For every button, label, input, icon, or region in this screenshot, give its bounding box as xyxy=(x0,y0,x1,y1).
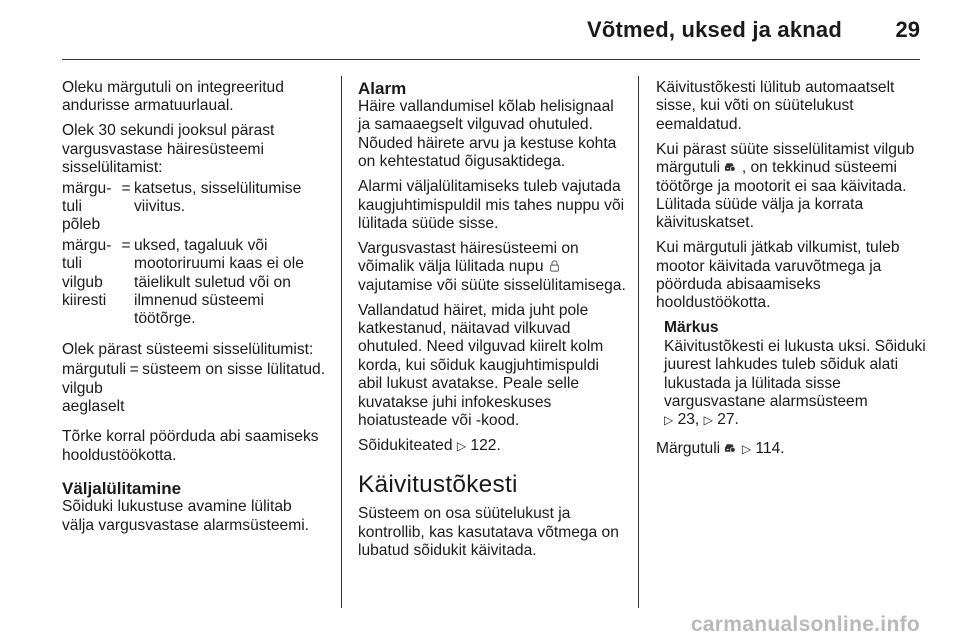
page-ref[interactable]: 27. xyxy=(717,411,739,429)
header-rule xyxy=(62,59,920,60)
column-3 xyxy=(656,79,926,465)
table-term: märgutuli vilgub aeglaselt xyxy=(62,361,127,415)
watermark: carmanualsonline.info xyxy=(690,613,920,636)
lock-icon xyxy=(548,260,561,272)
status-table-2 xyxy=(62,361,328,418)
table-term: märgu- tuli põleb xyxy=(62,179,112,234)
table-row xyxy=(62,237,328,331)
table-equals: = xyxy=(121,179,131,197)
table-desc: katsetus, sisselülitumise viivitus. xyxy=(134,179,302,215)
heading-valjalulitamine: Väljalülitamine xyxy=(62,479,182,499)
text: vajutamise või süüte sisselülitamisega. xyxy=(358,276,626,294)
text: Käivitustõkesti ei lukusta uksi. Sõiduki juurest lahkudes tuleb sõiduk alati lukustada ja lülitada sisse vargusvastane alarmsüsteem xyxy=(664,337,926,410)
page-ref-arrow-icon: ▷ xyxy=(456,438,467,453)
paragraph xyxy=(358,240,626,295)
heading-kaivitustokesti: Käivitustõkesti xyxy=(358,471,518,499)
text: Märgutuli xyxy=(656,439,721,457)
column-divider xyxy=(341,76,342,608)
note-box xyxy=(664,319,926,429)
column-1 xyxy=(62,79,328,542)
section-title: Võtmed, uksed ja aknad xyxy=(586,17,842,42)
page-ref[interactable]: 122. xyxy=(470,436,501,454)
table-desc: süsteem on sisse lülitatud. xyxy=(142,361,326,379)
paragraph: Oleku märgutuli on integreeritud andurisse armatuurlaual. xyxy=(62,79,284,115)
heading-alarm: Alarm xyxy=(358,79,407,98)
car-key-warning-icon xyxy=(724,161,737,173)
note-title: Märkus xyxy=(664,319,719,337)
column-divider xyxy=(638,76,639,608)
paragraph: Olek pärast süsteemi sisselülitumist: xyxy=(62,340,314,358)
table-equals: = xyxy=(121,236,131,254)
table-equals: = xyxy=(129,361,139,379)
car-key-warning-icon xyxy=(724,442,737,454)
paragraph: Kui märgutuli jätkab vilkumist, tuleb mootor käivitada varuvõtmega ja pöörduda abisaamiseks hooldustöökotta. xyxy=(656,239,900,312)
page-ref[interactable]: 114. xyxy=(755,439,785,457)
paragraph xyxy=(656,440,926,458)
paragraph xyxy=(358,437,626,455)
paragraph: Häire vallandumisel kõlab helisignaal ja samaaegselt vilguvad ohutuled. Nõuded häirete arvu ja kestuse kohta on kehtestatud õigusaktidega. xyxy=(358,98,617,171)
paragraph: Sõiduki lukustuse avamine lülitab välja vargusvastase alarmsüsteemi. xyxy=(62,498,310,534)
page-ref-arrow-icon: ▷ xyxy=(741,441,752,456)
paragraph: Tõrke korral pöörduda abi saamiseks hooldustöökotta. xyxy=(62,428,319,464)
page-number: 29 xyxy=(895,17,920,42)
page-ref-arrow-icon: ▷ xyxy=(664,413,674,428)
page-ref-arrow-icon: ▷ xyxy=(703,413,713,428)
table-desc: uksed, tagaluuk või mootoriruumi kaas ei ole täielikult suletud või on ilmnenud süsteemi töötõrge. xyxy=(134,236,304,328)
table-term: märgu- tuli vilgub kiiresti xyxy=(62,236,112,309)
page-header xyxy=(0,0,960,62)
status-table-1 xyxy=(62,180,328,331)
page-ref[interactable]: 23, xyxy=(677,411,700,429)
paragraph: Süsteem on osa süütelukust ja kontrollib, kas kasutatava võtmega on lubatud sõidukit käivitada. xyxy=(358,505,619,560)
text: Kui pärast süüte sisselülitamist vilgub märgutuli xyxy=(656,140,915,177)
text: Vargusvastast häiresüsteemi on võimalik välja lülitada nupu xyxy=(358,239,579,276)
paragraph: Olek 30 sekundi jooksul pärast vargusvastase häiresüsteemi sisselülitamist: xyxy=(62,122,275,177)
paragraph: Alarmi väljalülitamiseks tuleb vajutada kaugjuhtimispuldil mis tahes nuppu või lülitada süüde sisse. xyxy=(358,178,625,232)
column-2 xyxy=(358,79,626,567)
table-row xyxy=(62,180,328,237)
paragraph: Käivitustõkesti lülitub automaatselt sisse, kui võti on süütelukust eemaldatud. xyxy=(656,79,895,133)
text: Sõidukiteated xyxy=(358,436,453,454)
note-text xyxy=(664,338,926,430)
paragraph xyxy=(656,141,926,233)
paragraph: Vallandatud häiret, mida juht pole katkestanud, näitavad vilkuvad ohutuled. Need vilguvad kiirelt kolm korda, kui sõiduk kaugjuhtimispuldi abil lukust avatakse. Peale selle kuvatakse juhi infokeskuses hoiatusteade või -kood. xyxy=(358,301,604,429)
text: , on tekkinud süsteemi töötõrge ja mootorit ei saa käivitada. Lülitada süüde välja ja korrata käivituskatset. xyxy=(656,159,907,232)
table-row xyxy=(62,361,328,418)
